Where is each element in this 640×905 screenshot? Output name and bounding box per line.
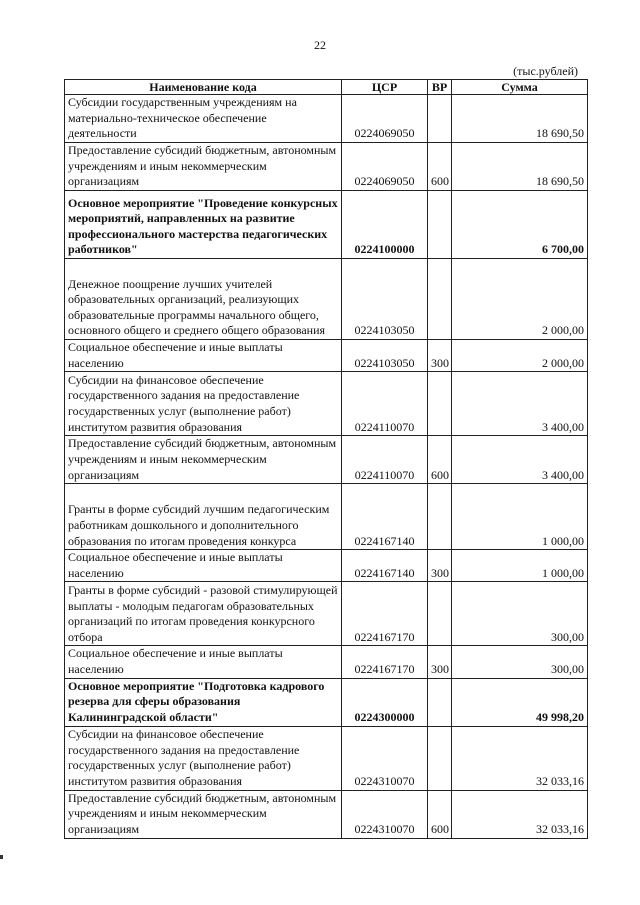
row-sum: 300,00 <box>452 646 588 678</box>
row-sum: 2 000,00 <box>452 259 588 340</box>
table-row <box>65 436 588 484</box>
table-row <box>65 484 588 550</box>
row-vr: 600 <box>428 436 452 484</box>
row-csr: 0224103050 <box>342 259 428 340</box>
row-csr: 0224167170 <box>342 646 428 678</box>
row-vr <box>428 95 452 143</box>
row-vr: 300 <box>428 550 452 582</box>
table-header-row <box>65 80 588 95</box>
column-header-csr: ЦСР <box>342 80 428 95</box>
row-csr: 0224167140 <box>342 484 428 550</box>
table-row <box>65 95 588 143</box>
column-header-sum: Сумма <box>452 80 588 95</box>
row-name: Социальное обеспечение и иные выплаты населению <box>65 646 342 678</box>
row-vr <box>428 259 452 340</box>
row-vr <box>428 372 452 436</box>
row-vr: 600 <box>428 790 452 838</box>
row-name: Денежное поощрение лучших учителей образовательных организаций, реализующих образовательные программы начального общего, основного общего и среднего общего образования <box>65 259 342 340</box>
table-row <box>65 550 588 582</box>
row-csr: 0224110070 <box>342 436 428 484</box>
row-name: Субсидии на финансовое обеспечение государственного задания на предоставление государственных услуг (выполнение работ) институтом развития образования <box>65 726 342 790</box>
table-row <box>65 678 588 726</box>
row-csr: 0224167140 <box>342 550 428 582</box>
row-csr: 0224069050 <box>342 143 428 191</box>
table-row <box>65 726 588 790</box>
row-name: Гранты в форме субсидий лучшим педагогическим работникам дошкольного и дополнительного образования по итогам проведения конкурса <box>65 484 342 550</box>
row-vr: 300 <box>428 646 452 678</box>
row-name: Социальное обеспечение и иные выплаты населению <box>65 550 342 582</box>
table-row <box>65 191 588 259</box>
row-name: Предоставление субсидий бюджетным, автономным учреждениям и иным некоммерческим организациям <box>65 436 342 484</box>
units-label: (тыс.рублей) <box>513 64 578 78</box>
row-name: Предоставление субсидий бюджетным, автономным учреждениям и иным некоммерческим организациям <box>65 143 342 191</box>
row-csr: 0224069050 <box>342 95 428 143</box>
row-name: Гранты в форме субсидий - разовой стимулирующей выплаты - молодым педагогам образовательных организаций по итогам проведения конкурсного отбора <box>65 582 342 646</box>
row-sum: 300,00 <box>452 582 588 646</box>
table-row <box>65 143 588 191</box>
row-vr: 300 <box>428 340 452 372</box>
row-sum: 18 690,50 <box>452 95 588 143</box>
column-header-name: Наименование кода <box>65 80 342 95</box>
row-sum: 1 000,00 <box>452 550 588 582</box>
row-sum: 32 033,16 <box>452 790 588 838</box>
table-row <box>65 582 588 646</box>
row-name: Субсидии государственным учреждениям на материально-техническое обеспечение деятельности <box>65 95 342 143</box>
row-csr: 0224300000 <box>342 678 428 726</box>
row-sum: 3 400,00 <box>452 372 588 436</box>
row-vr <box>428 582 452 646</box>
row-vr: 600 <box>428 143 452 191</box>
row-csr: 0224100000 <box>342 191 428 259</box>
row-vr <box>428 678 452 726</box>
row-sum: 3 400,00 <box>452 436 588 484</box>
row-name: Предоставление субсидий бюджетным, автономным учреждениям и иным некоммерческим организациям <box>65 790 342 838</box>
row-csr: 0224110070 <box>342 372 428 436</box>
table-row <box>65 372 588 436</box>
page-number: 22 <box>314 38 326 52</box>
table-row <box>65 340 588 372</box>
table-row <box>65 790 588 838</box>
row-name: Социальное обеспечение и иные выплаты населению <box>65 340 342 372</box>
column-header-vr: ВР <box>428 80 452 95</box>
row-name: Основное мероприятие "Подготовка кадрового резерва для сферы образования Калининградской области" <box>65 678 342 726</box>
row-sum: 1 000,00 <box>452 484 588 550</box>
row-sum: 2 000,00 <box>452 340 588 372</box>
row-sum: 49 998,20 <box>452 678 588 726</box>
row-vr <box>428 484 452 550</box>
row-vr <box>428 191 452 259</box>
row-csr: 0224310070 <box>342 790 428 838</box>
row-name: Основное мероприятие "Проведение конкурсных мероприятий, направленных на развитие профессионального мастерства педагогических работников" <box>65 191 342 259</box>
row-sum: 6 700,00 <box>452 191 588 259</box>
row-name: Субсидии на финансовое обеспечение государственного задания на предоставление государственных услуг (выполнение работ) институтом развития образования <box>65 372 342 436</box>
row-csr: 0224310070 <box>342 726 428 790</box>
row-sum: 18 690,50 <box>452 143 588 191</box>
table-row <box>65 646 588 678</box>
row-vr <box>428 726 452 790</box>
budget-table <box>64 79 588 839</box>
scan-edge-mark <box>0 855 3 859</box>
row-csr: 0224103050 <box>342 340 428 372</box>
row-sum: 32 033,16 <box>452 726 588 790</box>
table-row <box>65 259 588 340</box>
row-csr: 0224167170 <box>342 582 428 646</box>
